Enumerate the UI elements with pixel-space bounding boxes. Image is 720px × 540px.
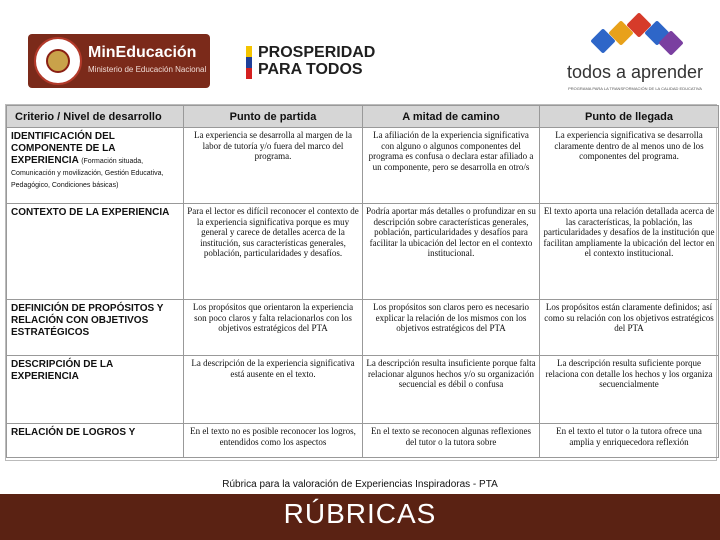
todos-a-aprender-name: todos a aprender — [566, 62, 704, 82]
prosperidad-line1: PROSPERIDAD — [258, 44, 376, 61]
criterion-note: (Formación situada, Comunicación y movilización, Gestión Educativa, Pedagógico, Condiciones básicas) — [11, 158, 164, 189]
mineducacion-name: MinEducación — [88, 44, 197, 61]
criterion-cell — [7, 424, 184, 458]
rubric-table — [5, 104, 717, 461]
prosperidad-logo — [258, 44, 375, 78]
header-llegada: Punto de llegada — [540, 106, 719, 128]
todos-a-aprender-tagline: PROGRAMA PARA LA TRANSFORMACIÓN DE LA CALIDAD EDUCATIVA — [568, 86, 702, 91]
slide-caption: Rúbrica para la valoración de Experiencias Inspiradoras - PTA — [222, 479, 498, 490]
footer-title: RÚBRICAS — [283, 498, 437, 529]
mitad-cell: Podría aportar más detalles o profundizar en su descripción sobre características generales, población, particularidades y desafíos para facilitar la ubicación del lector en el contexto institucional. — [363, 204, 540, 300]
partida-cell: Para el lector es difícil reconocer el contexto de la experiencia significativa porque es muy general y carece de detalles acerca de la institución, sus características generales, población, particularidades y desafíos. — [184, 204, 363, 300]
llegada-cell: En el texto el tutor o la tutora ofrece una amplia y enriquecedora reflexión — [540, 424, 719, 458]
partida-cell: Los propósitos que orientaron la experiencia son poco claros y falta relacionarlos con los objetivos estratégicos del PTA — [184, 300, 363, 356]
criterion-label: DESCRIPCIÓN DE LA EXPERIENCIA — [11, 359, 113, 382]
criterion-label: DEFINICIÓN DE PROPÓSITOS Y RELACIÓN CON OBJETIVOS ESTRATÉGICOS — [11, 303, 164, 338]
llegada-cell: La experiencia significativa se desarrolla claramente dentro de al menos uno de los componentes del programa. — [540, 128, 719, 204]
mineducacion-logo — [28, 34, 210, 88]
colombia-seal-icon — [34, 37, 82, 85]
prosperidad-line2: PARA TODOS — [258, 61, 363, 78]
llegada-cell: El texto aporta una relación detallada acerca de las características, la población, las particularidades y desafíos de la institución que facilitan ampliamente la ubicación del lector en el contexto institucional. — [540, 204, 719, 300]
mitad-cell: En el texto se reconocen algunas reflexiones del tutor o la tutora sobre — [363, 424, 540, 458]
partida-cell: La experiencia se desarrolla al margen de la labor de tutoría y/o fuera del marco del programa. — [184, 128, 363, 204]
header-partida: Punto de partida — [184, 106, 363, 128]
flag-stripes-icon — [246, 46, 252, 78]
mitad-cell: La afiliación de la experiencia significativa con alguno o algunos componentes del programa es confusa o declara estar afiliado a un componente, pero se desarrolla en otro/s — [363, 128, 540, 204]
mineducacion-subtitle: Ministerio de Educación Nacional — [88, 65, 207, 74]
criterion-label: IDENTIFICACIÓN DEL COMPONENTE DE LA EXPERIENCIA — [11, 131, 116, 166]
header-criterio: Criterio / Nivel de desarrollo — [7, 106, 184, 128]
table-row — [7, 204, 719, 300]
table-row — [7, 300, 719, 356]
colored-cubes-icon — [592, 14, 682, 58]
criterion-label: CONTEXTO DE LA EXPERIENCIA — [11, 207, 170, 218]
criterion-label: RELACIÓN DE LOGROS Y — [11, 427, 136, 438]
table-row — [7, 356, 719, 424]
llegada-cell: Los propósitos están claramente definidos; así como su relación con los objetivos estratégicos del PTA — [540, 300, 719, 356]
criterion-cell — [7, 204, 184, 300]
criterion-cell — [7, 356, 184, 424]
llegada-cell: La descripción resulta suficiente porque relaciona con detalle los hechos y los organiza secuencialmente — [540, 356, 719, 424]
partida-cell: En el texto no es posible reconocer los logros, entendidos como los aspectos — [184, 424, 363, 458]
table-row — [7, 424, 719, 458]
todos-a-aprender-logo — [560, 14, 710, 96]
criterion-cell — [7, 128, 184, 204]
criterion-cell — [7, 300, 184, 356]
partida-cell: La descripción de la experiencia significativa está ausente en el texto. — [184, 356, 363, 424]
table-row — [7, 128, 719, 204]
mitad-cell: La descripción resulta insuficiente porque falta relacionar algunos hechos y/o su organización secuencial es débil o confusa — [363, 356, 540, 424]
header — [0, 0, 720, 100]
footer-banner — [0, 494, 720, 540]
header-mitad: A mitad de camino — [363, 106, 540, 128]
table-header-row — [7, 106, 719, 128]
mitad-cell: Los propósitos son claros pero es necesario explicar la relación de los mismos con los objetivos estratégicos del PTA — [363, 300, 540, 356]
